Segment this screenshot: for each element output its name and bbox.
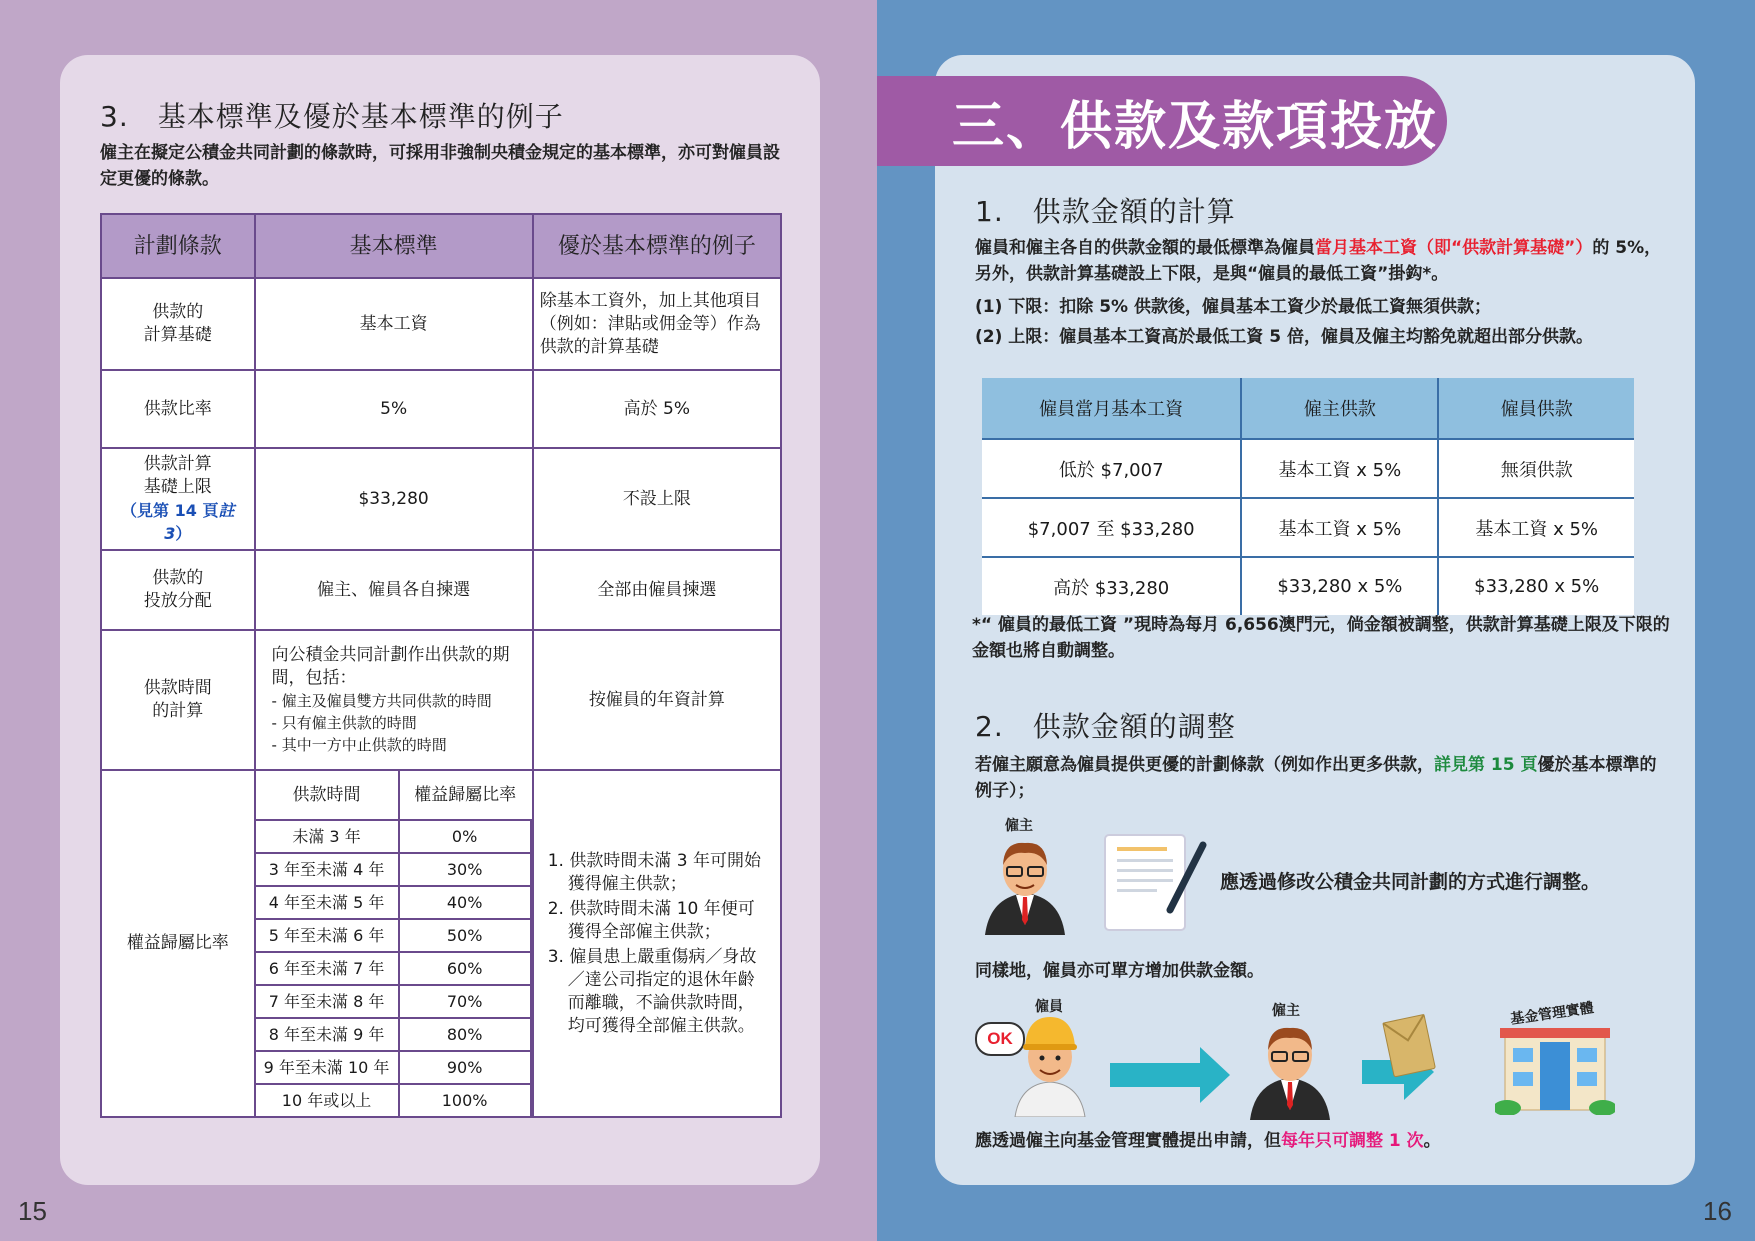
salary-cell: 高於 $33,280	[982, 557, 1241, 615]
salary-cell: 低於 $7,007	[982, 439, 1241, 498]
cell-better	[533, 770, 781, 1117]
cell-better: 不設上限	[533, 448, 781, 550]
employee-label: 僱員	[1035, 999, 1063, 1015]
document-pen-icon	[1095, 825, 1215, 935]
vesting-rate: 30%	[399, 853, 531, 886]
table-row	[982, 439, 1634, 498]
employee-cell: 基本工資 x 5%	[1438, 498, 1634, 557]
vesting-period: 10 年或以上	[256, 1084, 399, 1116]
vesting-better-item: 2. 供款時間未滿 10 年便可獲得全部僱主供款；	[547, 898, 755, 942]
col-header-salary: 僱員當月基本工資	[982, 378, 1241, 439]
cell-term: 供款的 投放分配	[101, 550, 255, 630]
cell-basic	[255, 630, 533, 770]
vesting-better-item: 1. 供款時間未滿 3 年可開始獲得僱主供款；	[547, 850, 761, 894]
vesting-period: 8 年至未滿 9 年	[256, 1018, 399, 1051]
table-row	[982, 557, 1634, 615]
cell-term: 供款的 計算基礎	[101, 278, 255, 370]
page-number-right: 16	[1703, 1196, 1732, 1226]
cell-term	[101, 448, 255, 550]
cell-basic: 5%	[255, 370, 533, 448]
vesting-rate: 70%	[399, 985, 531, 1018]
employee-cell: 無須供款	[1438, 439, 1634, 498]
col-header-employee: 僱員供款	[1438, 378, 1634, 439]
employee-cell: $33,280 x 5%	[1438, 557, 1634, 615]
period-title: 向公積金共同計劃作出供款的期間，包括：	[271, 645, 510, 688]
employer-cell: $33,280 x 5%	[1241, 557, 1438, 615]
left-heading: 3. 基本標準及優於基本標準的例子	[100, 100, 564, 133]
vesting-period: 4 年至未滿 5 年	[256, 886, 399, 919]
fund-entity-label: 基金管理實體	[1509, 1000, 1595, 1028]
term-line-a: 供款計算	[143, 454, 212, 474]
lower-limit-text: (1) 下限：扣除 5% 供款後，僱員基本工資少於最低工資無須供款；	[975, 297, 1491, 317]
salary-cell: $7,007 至 $33,280	[982, 498, 1241, 557]
term-line-b: 基礎上限	[143, 477, 212, 497]
section1-paragraph: 僱員和僱主各自的供款金額的最低標準為僱員當月基本工資（即“供款計算基礎”）的 5%，另外，供款計算基礎設上下限，是與“僱員的最低工資”掛鈎*。	[975, 238, 1662, 284]
section2-paragraph-3: 應透過僱主向基金管理實體提出申請，但每年只可調整 1 次。	[975, 1131, 1441, 1151]
section2-heading: 2. 供款金額的調整	[975, 710, 1236, 743]
employee-avatar-icon	[1005, 1012, 1095, 1117]
envelope-icon	[1380, 1010, 1440, 1080]
section1-heading: 1. 供款金額的計算	[975, 195, 1236, 228]
employer-label-2: 僱主	[1272, 1003, 1300, 1019]
vesting-rate: 60%	[399, 952, 531, 985]
table-row	[101, 550, 781, 630]
table-row	[101, 278, 781, 370]
employer-cell: 基本工資 x 5%	[1241, 498, 1438, 557]
period-item: - 僱主及僱員雙方共同供款的時間	[271, 692, 492, 710]
table-row	[101, 630, 781, 770]
period-item: - 其中一方中止供款的時間	[271, 736, 447, 754]
vesting-period: 未滿 3 年	[256, 820, 399, 853]
sub-header: 權益歸屬比率	[399, 771, 531, 820]
col-header-term: 計劃條款	[101, 214, 255, 278]
cell-term: 供款比率	[101, 370, 255, 448]
arrow-right-icon	[1110, 1063, 1200, 1087]
adjust-method-1: 應透過修改公積金共同計劃的方式進行調整。	[1220, 871, 1601, 893]
cell-better: 全部由僱員揀選	[533, 550, 781, 630]
sub-header: 供款時間	[256, 771, 399, 820]
left-intro: 僱主在擬定公積金共同計劃的條款時，可採用非強制央積金規定的基本標準，亦可對僱員設定更優的條款。	[100, 143, 780, 189]
page-reference-note: （見第 14 頁註 3）	[121, 501, 235, 543]
cell-better: 高於 5%	[533, 370, 781, 448]
vesting-period: 9 年至未滿 10 年	[256, 1051, 399, 1084]
employer-label: 僱主	[1005, 818, 1033, 834]
cell-term: 供款時間 的計算	[101, 630, 255, 770]
col-header-employer: 僱主供款	[1241, 378, 1438, 439]
period-item: - 只有僱主供款的時間	[271, 714, 417, 732]
cell-basic: 基本工資	[255, 278, 533, 370]
col-header-basic: 基本標準	[255, 214, 533, 278]
section2-paragraph: 若僱主願意為僱員提供更優的計劃條款（例如作出更多供款，詳見第 15 頁優於基本標準的例子）；	[975, 755, 1657, 801]
vesting-period: 7 年至未滿 8 年	[256, 985, 399, 1018]
vesting-rate: 0%	[399, 820, 531, 853]
contribution-table	[982, 378, 1634, 615]
vesting-better-item: 3. 僱員患上嚴重傷病／身故／達公司指定的退休年齡而離職，不論供款時間，均可獲得全部僱主供款。	[547, 946, 757, 1036]
vesting-subtable	[256, 771, 532, 1116]
cell-better: 按僱員的年資計算	[533, 630, 781, 770]
employer-avatar-icon	[1245, 1020, 1335, 1120]
vesting-rate: 50%	[399, 919, 531, 952]
employer-avatar-icon	[980, 835, 1070, 935]
upper-limit-text: (2) 上限：僱員基本工資高於最低工資 5 倍，僱員及僱主均豁免就超出部分供款。	[975, 327, 1593, 347]
vesting-rate: 90%	[399, 1051, 531, 1084]
table-row	[101, 448, 781, 550]
col-header-better: 優於基本標準的例子	[533, 214, 781, 278]
vesting-period: 3 年至未滿 4 年	[256, 853, 399, 886]
standards-table	[100, 213, 782, 1118]
ok-speech-bubble: OK	[975, 1022, 1025, 1056]
section-banner-title: 三、供款及款項投放	[952, 97, 1439, 157]
vesting-period: 6 年至未滿 7 年	[256, 952, 399, 985]
cell-basic: $33,280	[255, 448, 533, 550]
footnote: *“ 僱員的最低工資 ”現時為每月 6,656澳門元，倘金額被調整，供款計算基礎上限及下限的金額也將自動調整。	[972, 615, 1670, 661]
table-row	[101, 370, 781, 448]
cell-term: 權益歸屬比率	[101, 770, 255, 1117]
employer-cell: 基本工資 x 5%	[1241, 439, 1438, 498]
table-row	[982, 498, 1634, 557]
cell-basic: 僱主、僱員各自揀選	[255, 550, 533, 630]
page-number-left: 15	[18, 1196, 47, 1226]
vesting-subtable-cell	[255, 770, 533, 1117]
vesting-period: 5 年至未滿 6 年	[256, 919, 399, 952]
vesting-rate: 40%	[399, 886, 531, 919]
vesting-rate: 100%	[399, 1084, 531, 1116]
cell-better: 除基本工資外，加上其他項目（例如：津貼或佣金等）作為供款的計算基礎	[533, 278, 781, 370]
table-row	[101, 770, 781, 1117]
vesting-rate: 80%	[399, 1018, 531, 1051]
building-icon	[1495, 1020, 1615, 1115]
section2-paragraph-2: 同樣地，僱員亦可單方增加供款金額。	[975, 961, 1264, 981]
